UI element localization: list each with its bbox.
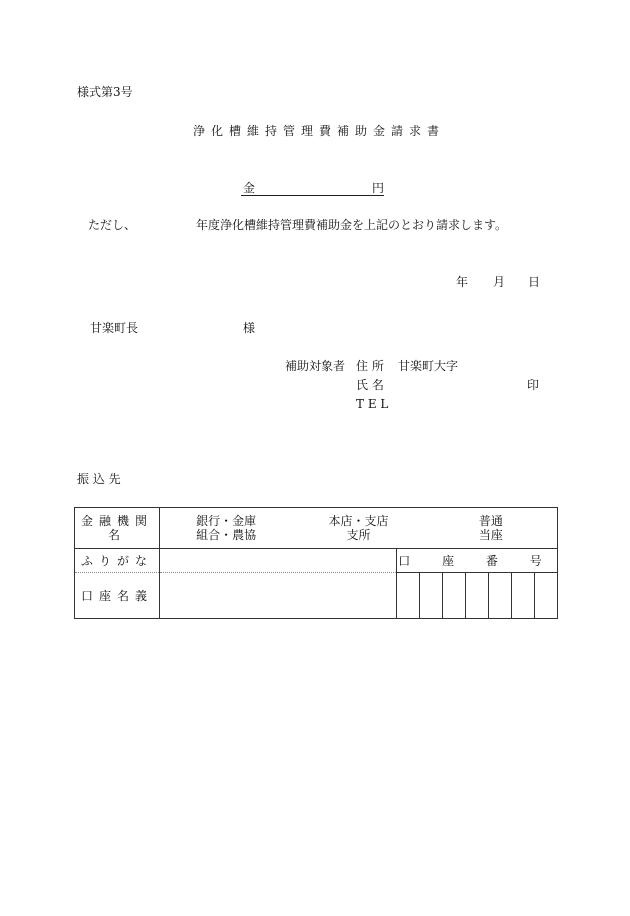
account-digit-3[interactable] (443, 573, 466, 619)
addressee-name: 甘楽町長 (90, 321, 139, 335)
bank-type-1[interactable]: 銀行・金庫 (196, 514, 257, 528)
bank-row (75, 508, 558, 549)
claimant-label: 補助対象者 (285, 359, 346, 373)
branch-type-2[interactable]: 支所 (346, 528, 371, 542)
addressee-honorific: 様 (243, 321, 256, 335)
account-digit-1[interactable] (397, 573, 420, 619)
holder-field[interactable] (160, 573, 397, 619)
account-digit-4[interactable] (466, 573, 489, 619)
account-digit-5[interactable] (489, 573, 512, 619)
body-lead: ただし、 (88, 218, 137, 232)
holder-label: 口座名義 (75, 573, 160, 619)
bank-options-grid (160, 514, 557, 542)
amount-suffix: 円 (372, 181, 385, 195)
branch-type-1[interactable]: 本店・支店 (328, 514, 389, 528)
account-type-1[interactable]: 普通 (478, 514, 503, 528)
form-number: 様式第3号 (77, 85, 133, 99)
name-label: 氏 名 (356, 378, 384, 392)
document-title: 浄化槽維持管理費補助金請求書 (193, 124, 446, 138)
account-digit-2[interactable] (420, 573, 443, 619)
bank-type-2[interactable]: 組合・農協 (196, 528, 257, 542)
account-number-label: 口 座 番 号 (397, 549, 558, 573)
bank-options[interactable] (160, 508, 558, 549)
transfer-heading: 振 込 先 (77, 472, 121, 486)
address-label: 住 所 (356, 359, 384, 373)
kana-row (75, 549, 558, 573)
tel-label: T E L (356, 397, 389, 411)
kana-label: ふりがな (75, 549, 160, 573)
date-year: 年 (456, 275, 469, 289)
date-day: 日 (528, 275, 541, 289)
holder-row (75, 573, 558, 619)
bank-label: 金融機関名 (75, 508, 160, 549)
amount-underline (241, 182, 384, 196)
account-digit-6[interactable] (512, 573, 535, 619)
amount-prefix: 金 (243, 181, 256, 195)
account-digit-7[interactable] (535, 573, 558, 619)
account-type-2[interactable]: 当座 (478, 528, 503, 542)
seal-mark: 印 (527, 378, 540, 392)
transfer-table (74, 507, 558, 619)
date-month: 月 (493, 275, 506, 289)
address-value: 甘楽町大字 (398, 359, 459, 373)
kana-field[interactable] (160, 549, 397, 573)
body-text: 年度浄化槽維持管理費補助金を上記のとおり請求します。 (196, 218, 508, 232)
